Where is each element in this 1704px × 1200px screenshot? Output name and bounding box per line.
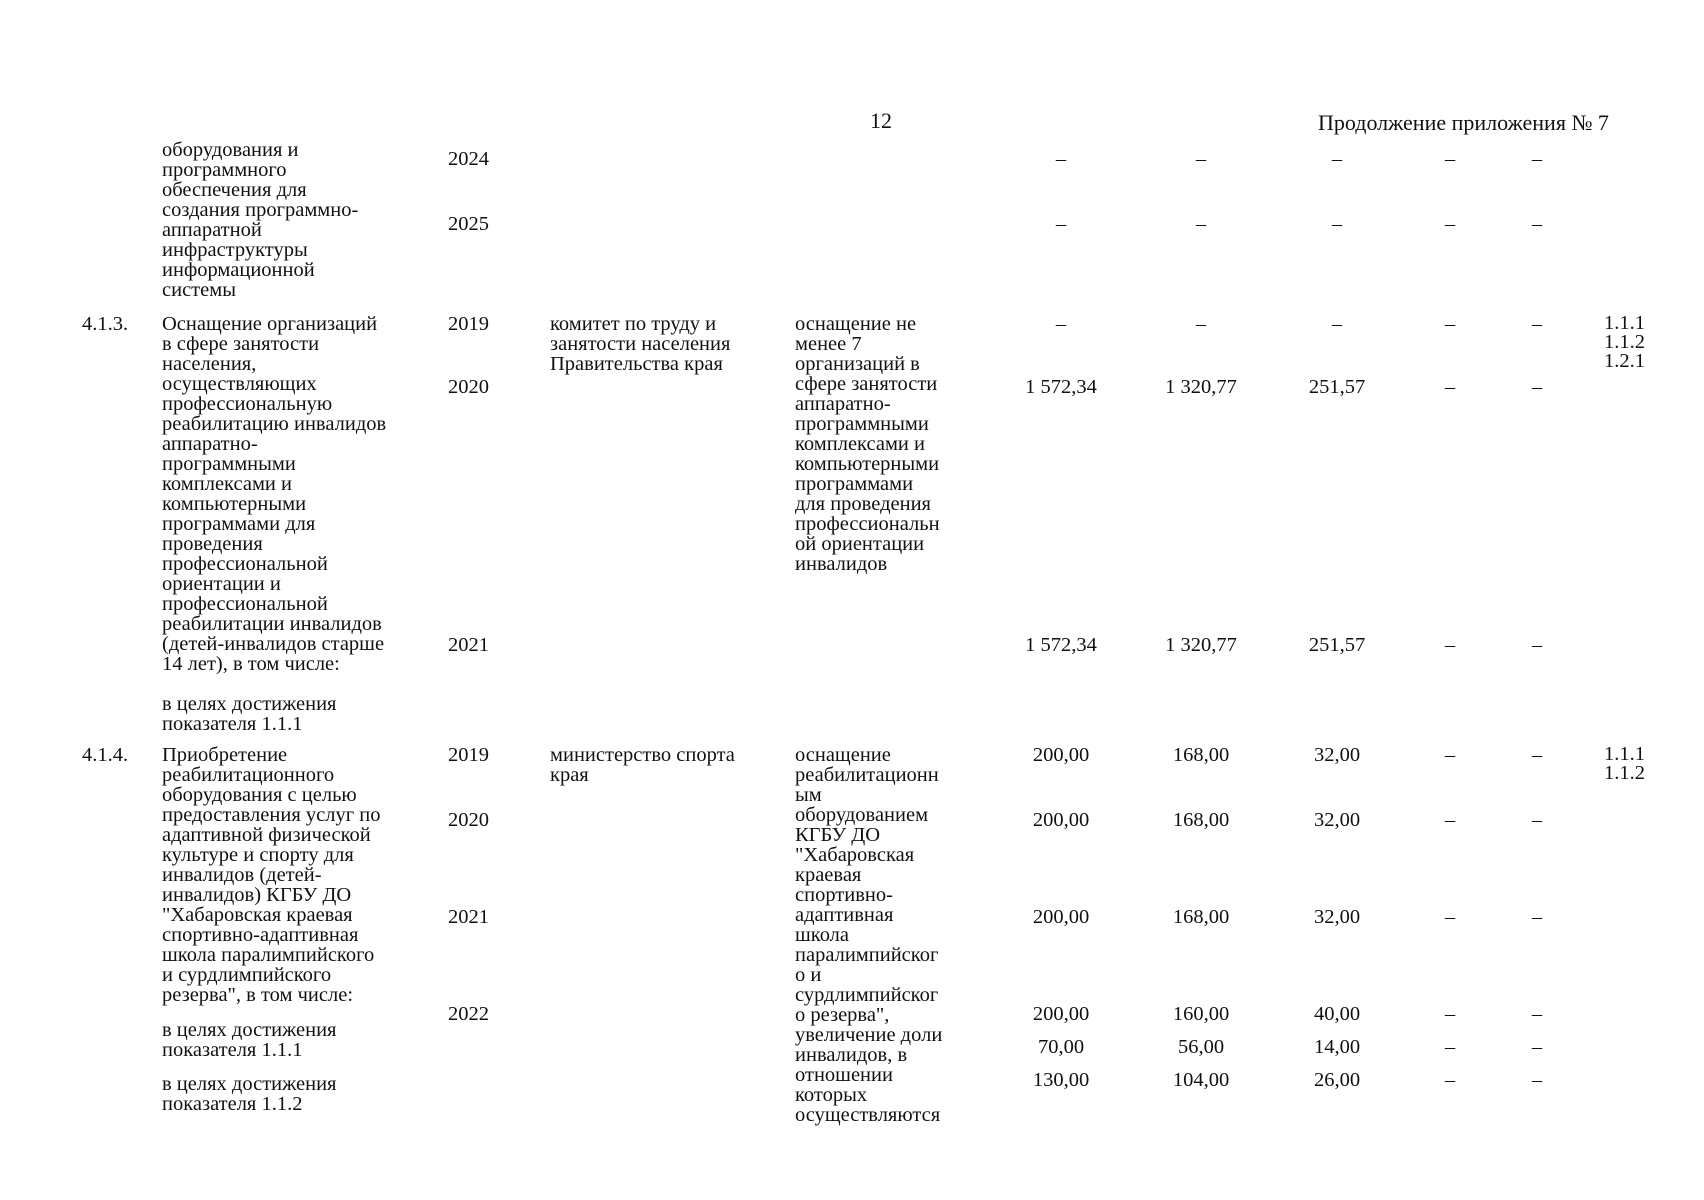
result-line: оборудованием xyxy=(795,804,929,826)
result-line: оснащение xyxy=(795,744,891,766)
result-line: организаций в xyxy=(795,353,920,375)
desc-line: 14 лет), в том числе: xyxy=(162,653,340,675)
year-cell: 2022 xyxy=(448,1003,489,1025)
desc-line: системы xyxy=(162,279,236,301)
result-line: программами xyxy=(795,473,914,495)
value-cell: – xyxy=(1531,313,1543,335)
value-cell: – xyxy=(1195,213,1207,235)
executor-line: края xyxy=(550,764,589,786)
result-line: оснащение не xyxy=(795,313,917,335)
value-cell: – xyxy=(1055,148,1067,170)
value-cell: – xyxy=(1444,744,1456,766)
indicator: 1.1.1 xyxy=(1604,312,1645,334)
value-cell: – xyxy=(1531,744,1543,766)
value-cell: – xyxy=(1055,213,1067,235)
desc-line: реабилитацию инвалидов xyxy=(162,413,387,435)
value-cell: – xyxy=(1531,809,1543,831)
result-line: компьютерными xyxy=(795,453,940,475)
year-cell: 2024 xyxy=(448,148,489,170)
desc-line: и сурдлимпийского xyxy=(162,964,332,986)
desc-line: программного xyxy=(162,159,287,181)
value-cell: 168,00 xyxy=(1172,744,1230,766)
executor-line: Правительства края xyxy=(550,353,723,375)
item-description xyxy=(162,314,432,674)
result-line: менее 7 xyxy=(795,333,862,355)
desc-line: школа паралимпийского xyxy=(162,944,375,966)
expected-result xyxy=(795,314,975,574)
result-line: ым xyxy=(795,784,822,806)
desc-line: аппаратной xyxy=(162,219,262,241)
desc-line: реабилитационного xyxy=(162,764,335,786)
desc-line: спортивно-адаптивная xyxy=(162,924,359,946)
desc-line: профессиональной xyxy=(162,593,328,615)
value-cell: – xyxy=(1531,906,1543,928)
desc-line: в сфере занятости xyxy=(162,333,320,355)
result-line: КГБУ ДО xyxy=(795,824,881,846)
desc-line: показателя 1.1.2 xyxy=(162,1093,303,1115)
executor-line: комитет по труду и xyxy=(550,313,717,335)
expected-result xyxy=(795,745,975,1125)
desc-line: Приобретение xyxy=(162,744,288,766)
desc-line: оборудования с целью xyxy=(162,784,357,806)
year-cell: 2021 xyxy=(448,634,489,656)
desc-line: программными xyxy=(162,453,296,475)
result-line: осуществляются xyxy=(795,1104,941,1126)
year-cell: 2020 xyxy=(448,376,489,398)
value-cell: 251,57 xyxy=(1308,376,1366,398)
value-cell: 104,00 xyxy=(1172,1069,1230,1091)
value-cell: 1 572,34 xyxy=(1025,634,1097,656)
page-number: 12 xyxy=(870,108,892,133)
result-line: профессиональн xyxy=(795,513,940,535)
desc-line: предоставления услуг по xyxy=(162,804,381,826)
desc-line: осуществляющих xyxy=(162,373,317,395)
desc-line: создания программно- xyxy=(162,199,359,221)
desc-line: показателя 1.1.1 xyxy=(162,713,303,735)
result-line: паралимпийског xyxy=(795,944,939,966)
value-cell: 32,00 xyxy=(1313,906,1361,928)
result-line: краевая xyxy=(795,864,862,886)
value-cell: – xyxy=(1531,1036,1543,1058)
value-cell: – xyxy=(1531,148,1543,170)
year-cell: 2019 xyxy=(448,744,489,766)
value-cell: – xyxy=(1531,634,1543,656)
year-cell: 2021 xyxy=(448,906,489,928)
indicator: 1.1.2 xyxy=(1604,331,1645,353)
value-cell: 14,00 xyxy=(1313,1036,1361,1058)
result-line: "Хабаровская xyxy=(795,844,915,866)
value-cell: 200,00 xyxy=(1032,809,1090,831)
value-cell: 200,00 xyxy=(1032,744,1090,766)
desc-line: реабилитации инвалидов xyxy=(162,613,382,635)
desc-line: в целях достижения xyxy=(162,1019,337,1041)
item-code: 4.1.3. xyxy=(82,313,129,335)
value-cell: – xyxy=(1444,1003,1456,1025)
desc-line: инвалидов (детей- xyxy=(162,864,322,886)
value-cell: – xyxy=(1444,376,1456,398)
value-cell: – xyxy=(1444,213,1456,235)
desc-line: инфраструктуры xyxy=(162,239,308,261)
value-cell: 168,00 xyxy=(1172,906,1230,928)
result-line: сфере занятости xyxy=(795,373,938,395)
value-cell: – xyxy=(1531,376,1543,398)
result-line: о и xyxy=(795,964,822,986)
result-line: для проведения xyxy=(795,493,931,515)
executor xyxy=(550,314,778,374)
desc-line: в целях достижения xyxy=(162,1073,337,1095)
result-line: инвалидов, в xyxy=(795,1044,908,1066)
result-line: отношении xyxy=(795,1064,893,1086)
desc-line: программами для xyxy=(162,513,316,535)
desc-line: комплексами и xyxy=(162,473,292,495)
result-line: спортивно- xyxy=(795,884,893,906)
value-cell: – xyxy=(1444,148,1456,170)
indicator: 1.2.1 xyxy=(1604,350,1645,372)
result-line: программными xyxy=(795,413,929,435)
result-line: о резерва", xyxy=(795,1004,890,1026)
value-cell: – xyxy=(1055,313,1067,335)
result-line: инвалидов xyxy=(795,553,888,575)
desc-line: резерва", в том числе: xyxy=(162,984,354,1006)
year-cell: 2019 xyxy=(448,313,489,335)
desc-line: профессиональную xyxy=(162,393,333,415)
value-cell: 70,00 xyxy=(1037,1036,1085,1058)
value-cell: – xyxy=(1444,1069,1456,1091)
value-cell: – xyxy=(1444,313,1456,335)
desc-line: "Хабаровская краевая xyxy=(162,904,353,926)
value-cell: 200,00 xyxy=(1032,1003,1090,1025)
desc-line: обеспечения для xyxy=(162,179,307,201)
item-code: 4.1.4. xyxy=(82,744,129,766)
value-cell: 1 320,77 xyxy=(1165,376,1237,398)
year-cell: 2025 xyxy=(448,213,489,235)
desc-line: населения, xyxy=(162,353,257,375)
result-line: комплексами и xyxy=(795,433,925,455)
desc-line: информационной xyxy=(162,259,315,281)
indicators xyxy=(1585,314,1645,371)
desc-line: профессиональной xyxy=(162,553,328,575)
value-cell: 26,00 xyxy=(1313,1069,1361,1091)
value-cell: 56,00 xyxy=(1177,1036,1225,1058)
value-cell: 251,57 xyxy=(1308,634,1366,656)
desc-line: в целях достижения xyxy=(162,693,337,715)
value-cell: – xyxy=(1444,906,1456,928)
result-line: школа xyxy=(795,924,850,946)
indicator: 1.1.1 xyxy=(1604,743,1645,765)
desc-line: компьютерными xyxy=(162,493,307,515)
item-sub-description xyxy=(162,1074,432,1114)
indicators xyxy=(1585,745,1645,783)
executor-line: занятости населения xyxy=(550,333,731,355)
result-line: ой ориентации xyxy=(795,533,925,555)
value-cell: – xyxy=(1195,148,1207,170)
value-cell: – xyxy=(1444,634,1456,656)
result-line: сурдлимпийског xyxy=(795,984,939,1006)
desc-line: проведения xyxy=(162,533,263,555)
value-cell: 1 572,34 xyxy=(1025,376,1097,398)
result-line: реабилитационн xyxy=(795,764,939,786)
value-cell: 32,00 xyxy=(1313,744,1361,766)
desc-line: адаптивной физической xyxy=(162,824,371,846)
result-line: адаптивная xyxy=(795,904,894,926)
indicator: 1.1.2 xyxy=(1604,762,1645,784)
desc-line: инвалидов) КГБУ ДО xyxy=(162,884,352,906)
result-line: аппаратно- xyxy=(795,393,891,415)
desc-line: ориентации и xyxy=(162,573,281,595)
item-sub-description xyxy=(162,1020,432,1060)
result-line: увеличение доли xyxy=(795,1024,943,1046)
value-cell: – xyxy=(1331,213,1343,235)
value-cell: – xyxy=(1331,313,1343,335)
value-cell: – xyxy=(1444,809,1456,831)
desc-line: оборудования и xyxy=(162,139,299,161)
value-cell: – xyxy=(1531,1069,1543,1091)
value-cell: 168,00 xyxy=(1172,809,1230,831)
value-cell: 1 320,77 xyxy=(1165,634,1237,656)
value-cell: – xyxy=(1444,1036,1456,1058)
continuation-title: Продолжение приложения № 7 xyxy=(1318,110,1609,135)
value-cell: 130,00 xyxy=(1032,1069,1090,1091)
value-cell: 200,00 xyxy=(1032,906,1090,928)
desc-line: показателя 1.1.1 xyxy=(162,1039,303,1061)
year-cell: 2020 xyxy=(448,809,489,831)
desc-line: Оснащение организаций xyxy=(162,313,378,335)
value-cell: 40,00 xyxy=(1313,1003,1361,1025)
executor xyxy=(550,745,778,785)
value-cell: – xyxy=(1331,148,1343,170)
value-cell: 32,00 xyxy=(1313,809,1361,831)
value-cell: 160,00 xyxy=(1172,1003,1230,1025)
desc-line: (детей-инвалидов старше xyxy=(162,633,385,655)
value-cell: – xyxy=(1195,313,1207,335)
result-line: которых xyxy=(795,1084,868,1106)
item-description xyxy=(162,745,432,1005)
value-cell: – xyxy=(1531,213,1543,235)
desc-line: аппаратно- xyxy=(162,433,258,455)
top-description xyxy=(162,140,432,300)
executor-line: министерство спорта xyxy=(550,744,735,766)
desc-line: культуре и спорту для xyxy=(162,844,354,866)
value-cell: – xyxy=(1531,1003,1543,1025)
item-sub-description xyxy=(162,694,432,734)
